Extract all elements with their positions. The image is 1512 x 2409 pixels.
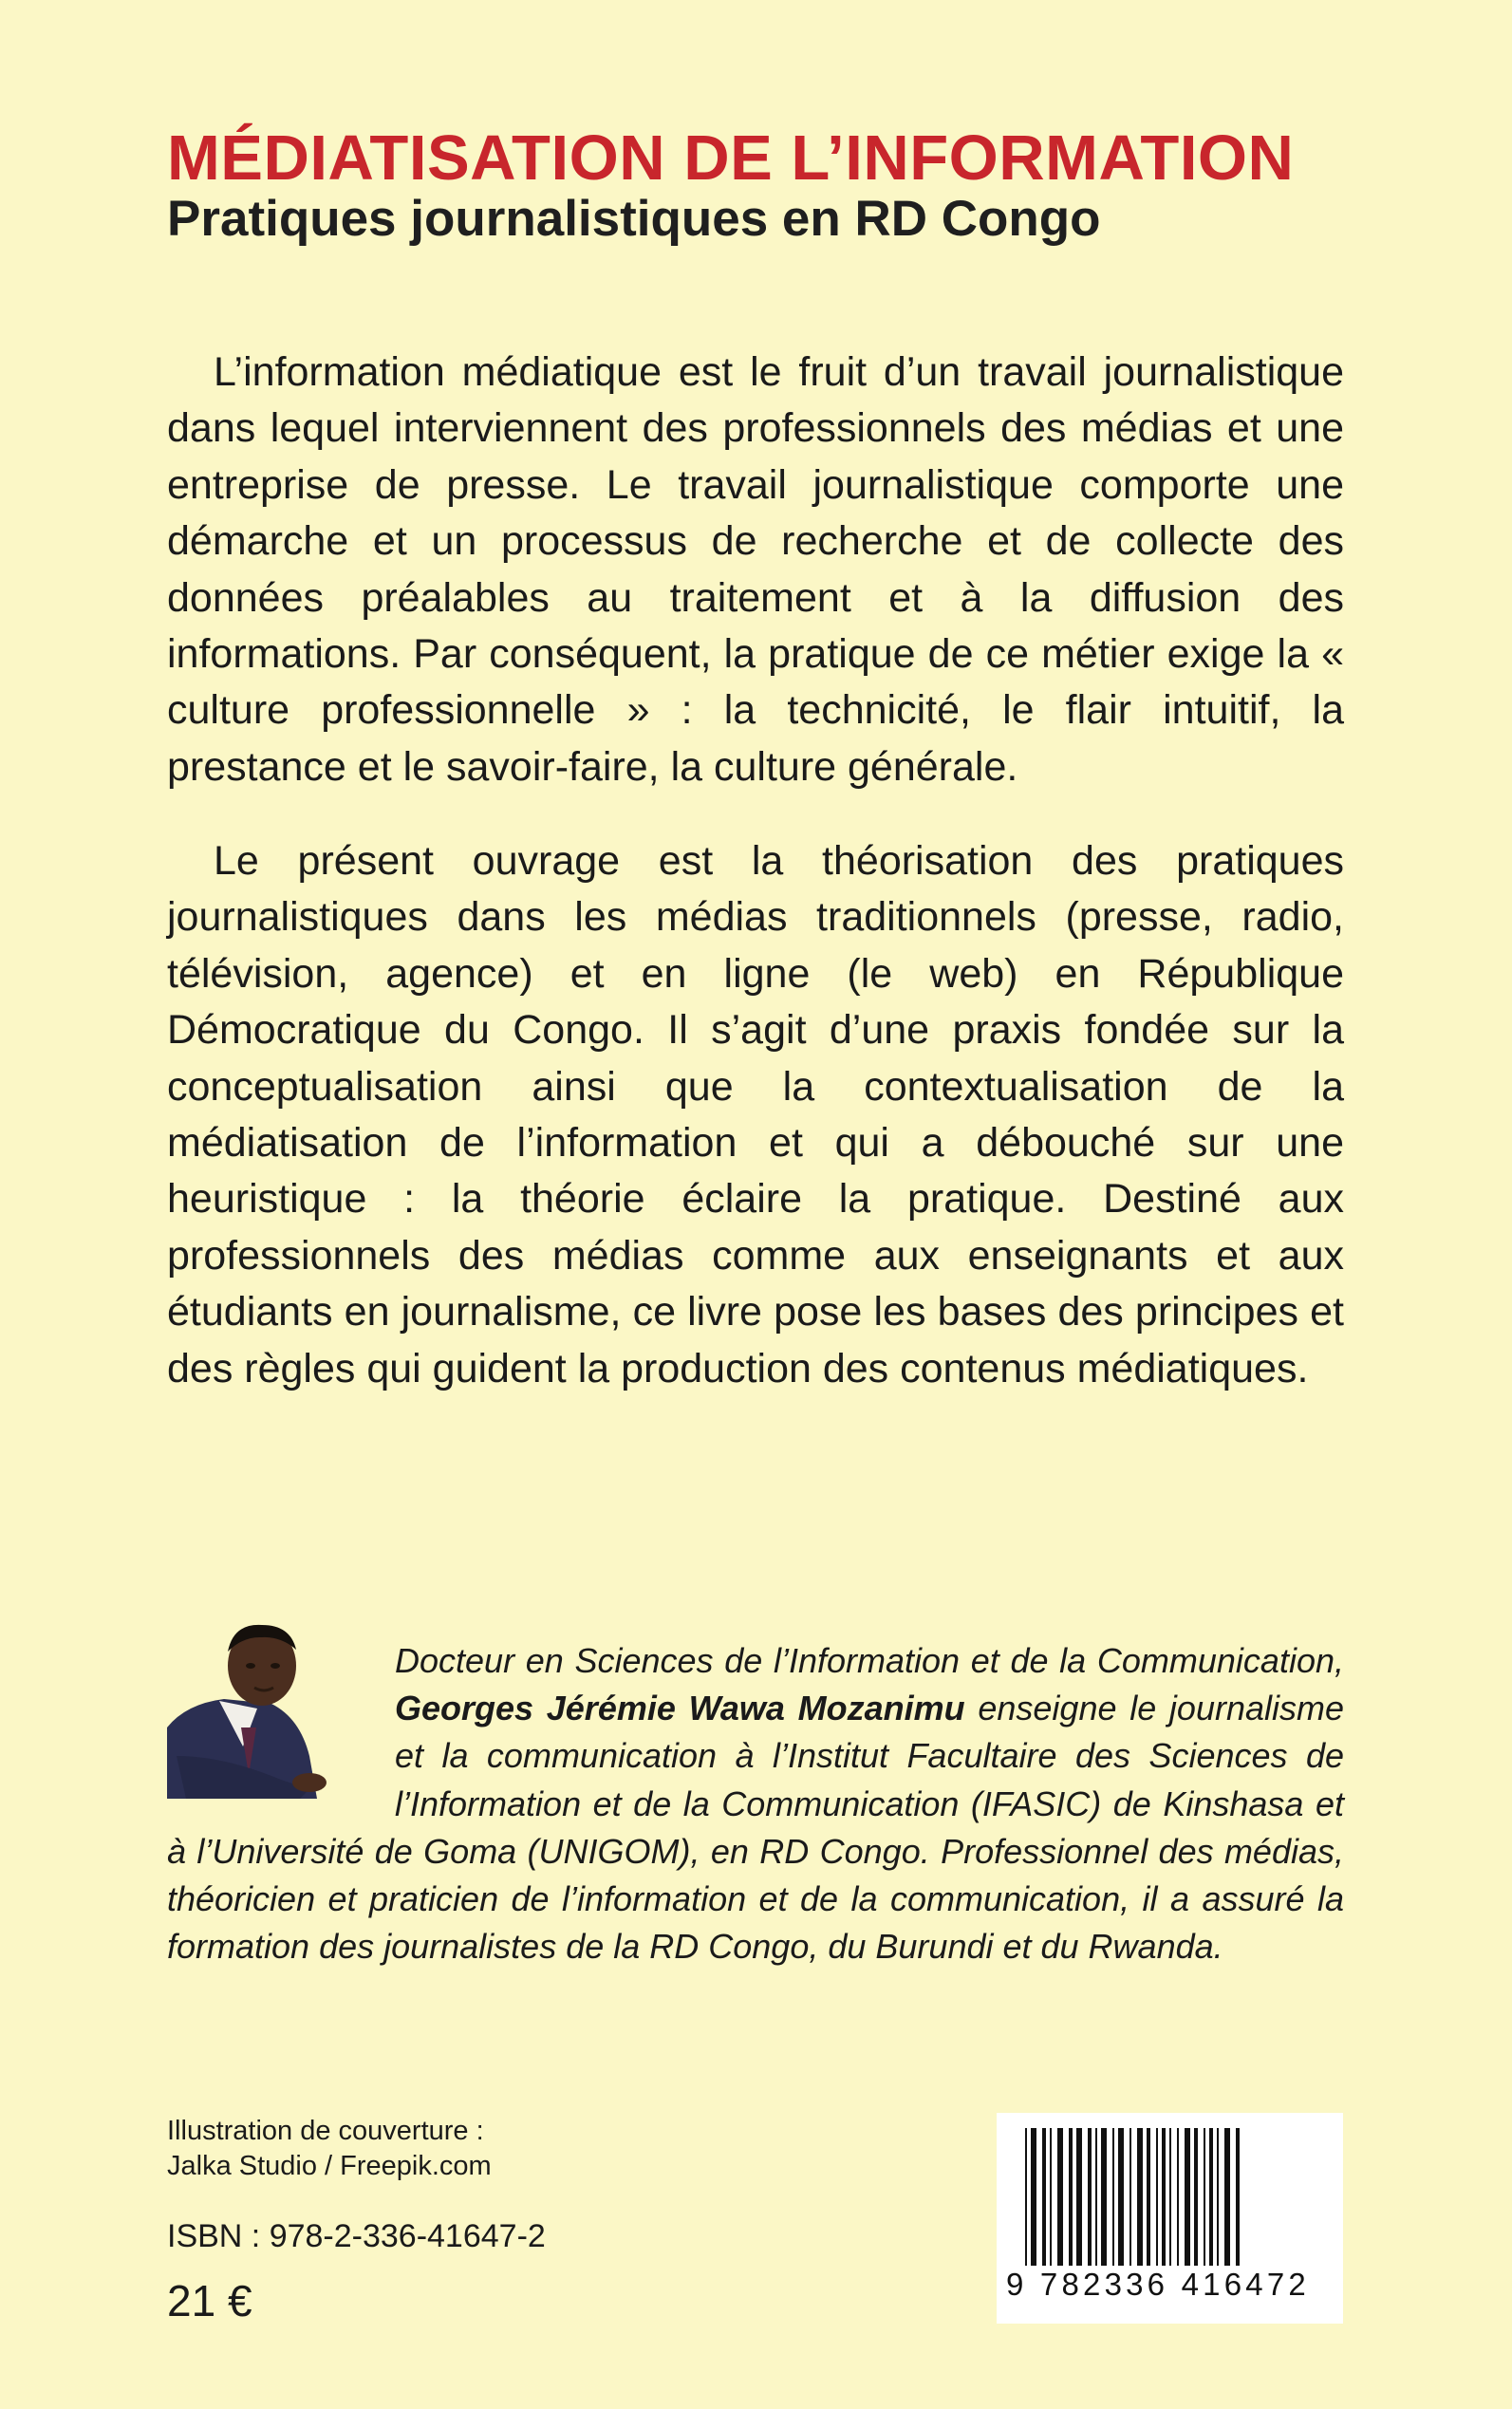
barcode-bar [1057, 2128, 1063, 2266]
barcode-bar [1112, 2128, 1114, 2266]
barcode-bar [1088, 2128, 1092, 2266]
barcode-bar [1025, 2128, 1027, 2266]
barcode-bar [1217, 2128, 1219, 2266]
barcode-bar [1031, 2128, 1036, 2266]
barcode-bar [1076, 2128, 1082, 2266]
credits-label: Illustration de couverture : [167, 2116, 484, 2146]
cover-credits [167, 2114, 492, 2184]
book-title: MÉDIATISATION DE L’INFORMATION [167, 122, 1295, 194]
blurb-paragraph-2: Le présent ouvrage est la théorisation des pratiques journalistiques dans les médias traditionnels (presse, radio, télévision, agence) et en ligne (le web) en République Démocratique du Congo. Il s’agit d’une praxis fondée sur la conceptualisation ainsi que la contextualisation de la médiatisation de l’information et qui a débouché sur une heuristique : la théorie éclaire la pratique. Destiné aux professionnels des médias comme aux enseignants et aux étudiants en journalisme, ce livre pose les bases des principes et des règles qui guident la production des contenus médiatiques. [167, 838, 1344, 1391]
author-name: Georges Jérémie Wawa Mozanimu [395, 1689, 965, 1728]
barcode-bar [1147, 2128, 1150, 2266]
barcode-bar [1156, 2128, 1158, 2266]
barcode-bar [1129, 2128, 1131, 2266]
credits-value: Jalka Studio / Freepik.com [167, 2151, 492, 2181]
barcode-bar [1095, 2128, 1097, 2266]
barcode [997, 2113, 1343, 2324]
barcode-bar [1069, 2128, 1073, 2266]
barcode-bar [1204, 2128, 1205, 2266]
barcode-bar [1209, 2128, 1213, 2266]
barcode-bar [1236, 2128, 1240, 2266]
barcode-bar [1101, 2128, 1107, 2266]
price: 21 € [167, 2276, 252, 2325]
barcode-bar [1137, 2128, 1143, 2266]
blurb-paragraph-1: L’information médiatique est le fruit d’un travail journalistique dans lequel interviennent des professionnels des médias et une entreprise de presse. Le travail journalistique comporte une démarche et un processus de recherche et de collecte des données préalables au traitement et à la diffusion des informations. Par conséquent, la pratique de ce métier exige la « culture professionnelle » : la technicité, le flair intuitif, la prestance et le savoir-faire, la culture générale. [167, 349, 1344, 790]
barcode-bar [1169, 2128, 1171, 2266]
barcode-bar [1162, 2128, 1166, 2266]
barcode-bar [1177, 2128, 1179, 2266]
barcode-bar [1224, 2128, 1230, 2266]
author-bio-rest: enseigne le journalisme et la communication à l’Institut Facultaire des Sciences de l’Information et de la Communication (IFASIC) de Kinshasa et à l’Université de Goma (UNIGOM), en RD Congo. Professionnel des médias, théoricien et praticien de l’information et de la communication, il a assuré la formation des journalistes de la RD Congo, du Burundi et du Rwanda. [167, 1689, 1344, 1967]
barcode-bar [1185, 2128, 1190, 2266]
author-bio-intro: Docteur en Sciences de l’Information et de la Communication, [395, 1641, 1344, 1680]
barcode-bar [1050, 2128, 1052, 2266]
author-biography [167, 1637, 1344, 1970]
barcode-bar [1118, 2128, 1124, 2266]
barcode-bar [1194, 2128, 1198, 2266]
barcode-digits: 9 782336 416472 [1006, 2267, 1310, 2302]
isbn: ISBN : 978-2-336-41647-2 [167, 2218, 546, 2254]
book-subtitle: Pratiques journalistiques en RD Congo [167, 191, 1101, 247]
barcode-bar [1042, 2128, 1046, 2266]
